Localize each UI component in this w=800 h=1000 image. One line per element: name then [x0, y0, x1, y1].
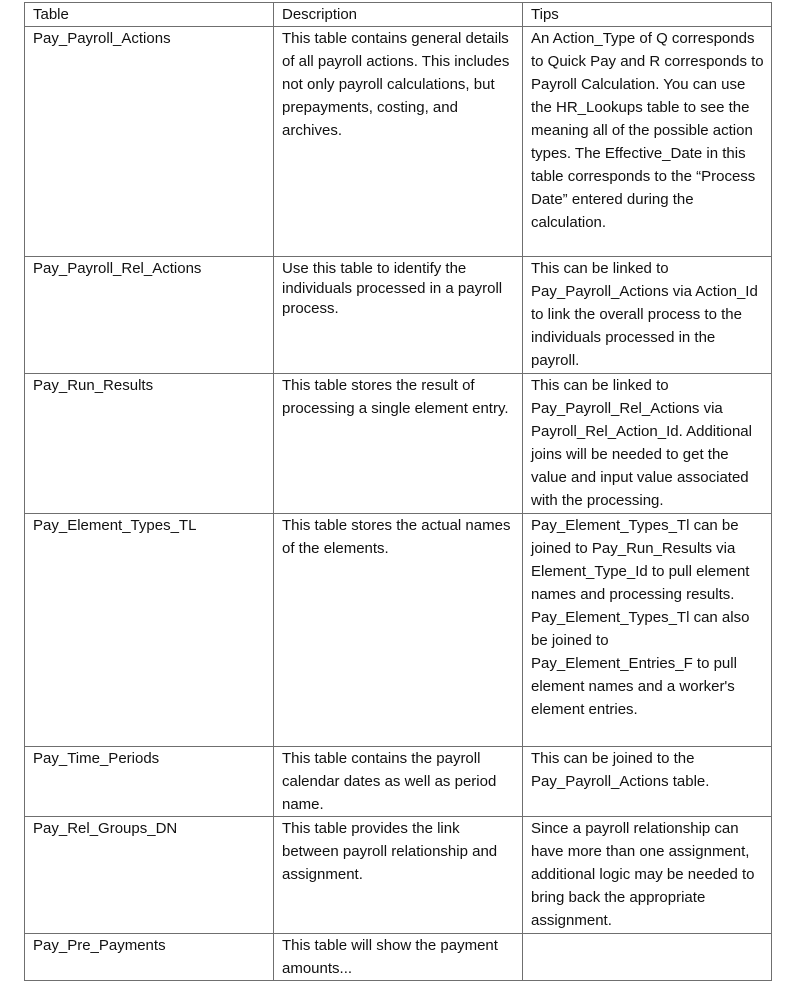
table-name-cell: Pay_Payroll_Rel_Actions	[25, 257, 274, 374]
tips-text: An Action_Type of Q corresponds to Quick Pay and R corresponds to Payroll Calculation. You can use the HR_Lookups table to see the meaning all of the possible action types. The Effective_Date in this table corresponds to the “Process Date” entered during the calculation.	[531, 30, 764, 231]
tips-text: This can be linked to Pay_Payroll_Actions via Action_Id to link the overall process to the individuals processed in the payroll.	[531, 260, 758, 369]
table-row	[25, 257, 772, 374]
tips-cell	[523, 747, 772, 817]
description-cell	[274, 817, 523, 934]
description-text: This table stores the result of processing a single element entry.	[282, 377, 509, 417]
description-cell	[274, 514, 523, 747]
tips-text: Since a payroll relationship can have more than one assignment, additional logic may be needed to bring back the appropriate assignment.	[531, 820, 755, 929]
header-tips: Tips	[523, 3, 772, 27]
table-name-cell: Pay_Rel_Groups_DN	[25, 817, 274, 934]
tips-text: Pay_Element_Types_Tl can be joined to Pay_Run_Results via Element_Type_Id to pull element names and processing results.	[531, 517, 750, 603]
table-row	[25, 514, 772, 747]
description-cell	[274, 374, 523, 514]
table-row	[25, 934, 772, 981]
tips-cell	[523, 934, 772, 981]
description-text: Use this table to identify the individuals processed in a payroll process.	[282, 260, 503, 317]
tips-cell	[523, 817, 772, 934]
tips-text: Pay_Element_Types_Tl can also be joined to Pay_Element_Entries_F to pull element names and a worker's element entries.	[531, 609, 750, 718]
description-text: This table contains general details of all payroll actions. This includes not only payroll calculations, but prepayments, costing, and archives.	[282, 30, 510, 139]
table-name-cell: Pay_Time_Periods	[25, 747, 274, 817]
table-row	[25, 27, 772, 257]
table-name-cell: Pay_Payroll_Actions	[25, 27, 274, 257]
tips-cell	[523, 374, 772, 514]
tips-text: This can be joined to the Pay_Payroll_Actions table.	[531, 750, 710, 790]
header-description: Description	[274, 3, 523, 27]
tips-cell	[523, 27, 772, 257]
payroll-tables-reference	[24, 2, 772, 981]
description-cell	[274, 27, 523, 257]
description-text: This table contains the payroll calendar dates as well as period name.	[282, 750, 497, 813]
description-text: This table will show the payment amounts...	[282, 937, 498, 977]
table-header-row	[25, 3, 772, 27]
table-name-cell: Pay_Element_Types_TL	[25, 514, 274, 747]
description-cell	[274, 747, 523, 817]
tips-cell	[523, 257, 772, 374]
table-name-cell: Pay_Pre_Payments	[25, 934, 274, 981]
table-row	[25, 747, 772, 817]
header-table: Table	[25, 3, 274, 27]
tips-cell	[523, 514, 772, 747]
description-cell	[274, 934, 523, 981]
table-row	[25, 374, 772, 514]
description-text: This table stores the actual names of the elements.	[282, 517, 511, 557]
description-text: This table provides the link between payroll relationship and assignment.	[282, 820, 498, 883]
description-cell	[274, 257, 523, 374]
tips-text: This can be linked to Pay_Payroll_Rel_Actions via Payroll_Rel_Action_Id. Additional joins will be needed to get the value and input value associated with the processing.	[531, 377, 752, 509]
table-name-cell: Pay_Run_Results	[25, 374, 274, 514]
table-row	[25, 817, 772, 934]
